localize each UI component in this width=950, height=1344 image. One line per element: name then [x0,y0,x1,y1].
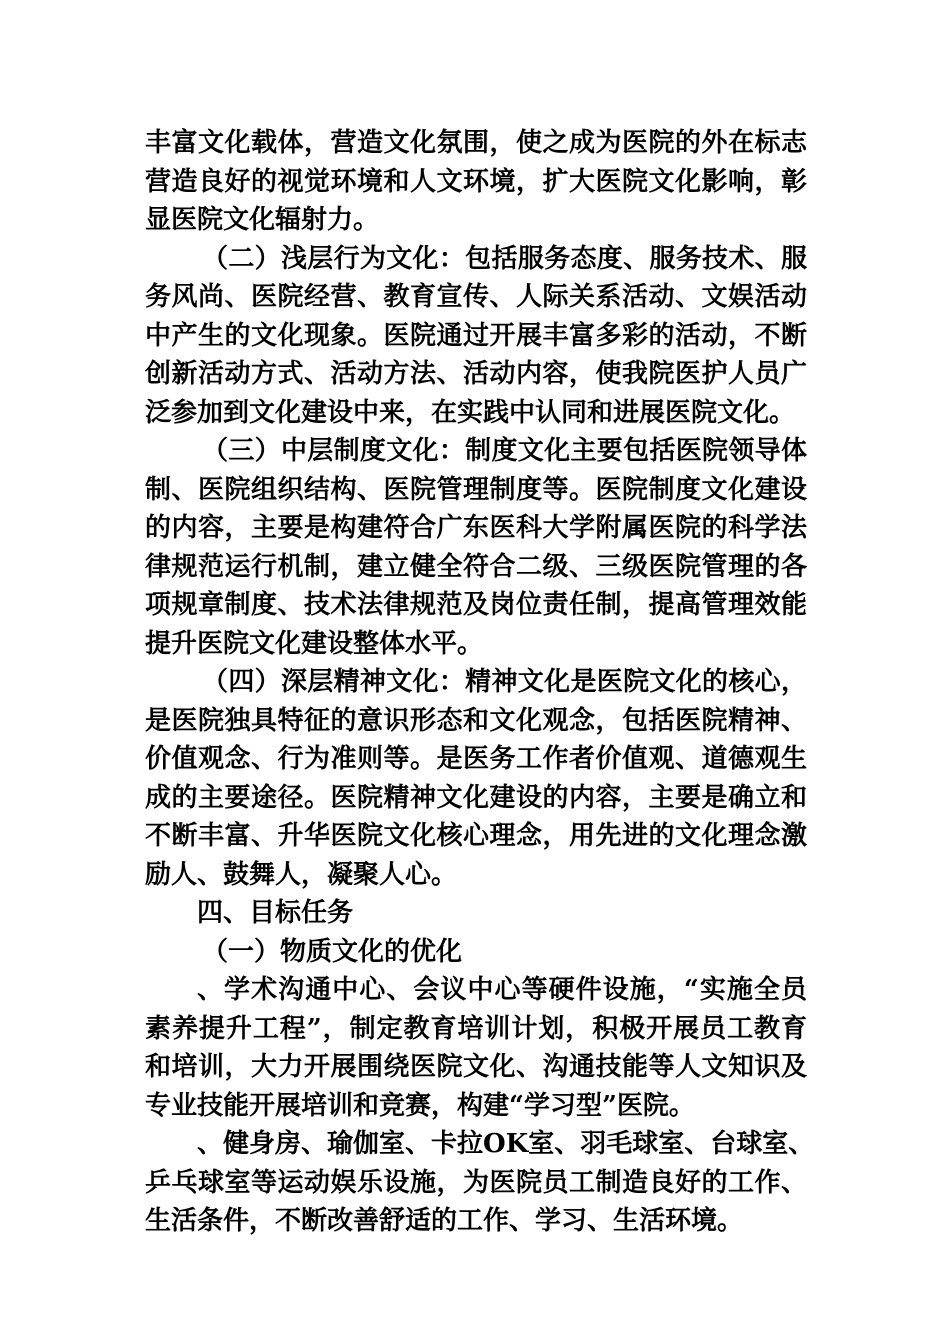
text-line: 素养提升工程”，制定教育培训计划，积极开展员工教育 [145,1013,807,1044]
text-line: 成的主要途径。医院精神文化建设的内容，主要是确立和 [145,782,807,813]
section-4-heading-line: （四）深层精神文化：精神文化是医院文化的核心， [202,667,807,697]
text-line: 务风尚、医院经营、教育宣传、人际关系活动、文娱活动 [145,282,807,312]
section-3-heading-line: （三）中层制度文化：制度文化主要包括医院领导体 [202,436,807,466]
chapter-heading: 四、目标任务 [197,898,354,928]
text-line: 和培训，大力开展围绕医院文化、沟通技能等人文知识及 [145,1052,807,1082]
text-line: 励人、鼓舞人，凝聚人心。 [145,859,458,890]
text-line: 价值观念、行为准则等。是医务工作者价值观、道德观生 [145,744,807,774]
text-line: 中产生的文化现象。医院通过开展丰富多彩的活动，不断 [145,320,807,351]
text-line: 提升医院文化建设整体水平。 [145,628,484,659]
text-line: 专业技能开展培训和竞赛，构建“学习型”医院。 [145,1090,695,1121]
text-line: 律规范运行机制，建立健全符合二级、三级医院管理的各 [145,551,807,582]
text-line: 营造良好的视觉环境和人文环境，扩大医院文化影响，彰 [145,166,807,197]
text-line: 不断丰富、升华医院文化核心理念，用先进的文化理念激 [145,821,807,851]
section-2-heading-line: （二）浅层行为文化：包括服务态度、服务技术、服 [202,243,807,274]
text-line: 、学术沟通中心、会议中心等硬件设施，“实施全员 [197,975,807,1005]
text-line: 、健身房、瑜伽室、卡拉OK室、羽毛球室、台球室、 [197,1129,815,1159]
text-line: 是医院独具特征的意识形态和文化观念，包括医院精神、 [145,705,807,736]
text-line: 显医院文化辐射力。 [145,205,380,235]
subsection-heading: （一）物质文化的优化 [202,936,463,967]
text-line: 的内容，主要是构建符合广东医科大学附属医院的科学法 [145,513,807,543]
text-line: 创新活动方式、活动方法、活动内容，使我院医护人员广 [145,359,807,389]
text-line: 制、医院组织结构、医院管理制度等。医院制度文化建设 [145,474,807,505]
text-line: 生活条件，不断改善舒适的工作、学习、生活环境。 [145,1206,744,1236]
text-line: 项规章制度、技术法律规范及岗位责任制，提高管理效能 [145,590,807,620]
text-line: 丰富文化载体，营造文化氛围，使之成为医院的外在标志 [145,128,807,158]
text-line: 乒乓球室等运动娱乐设施，为医院员工制造良好的工作、 [145,1167,807,1198]
document-page [145,124,815,1241]
text-line: 泛参加到文化建设中来，在实践中认同和进展医院文化。 [145,397,796,428]
